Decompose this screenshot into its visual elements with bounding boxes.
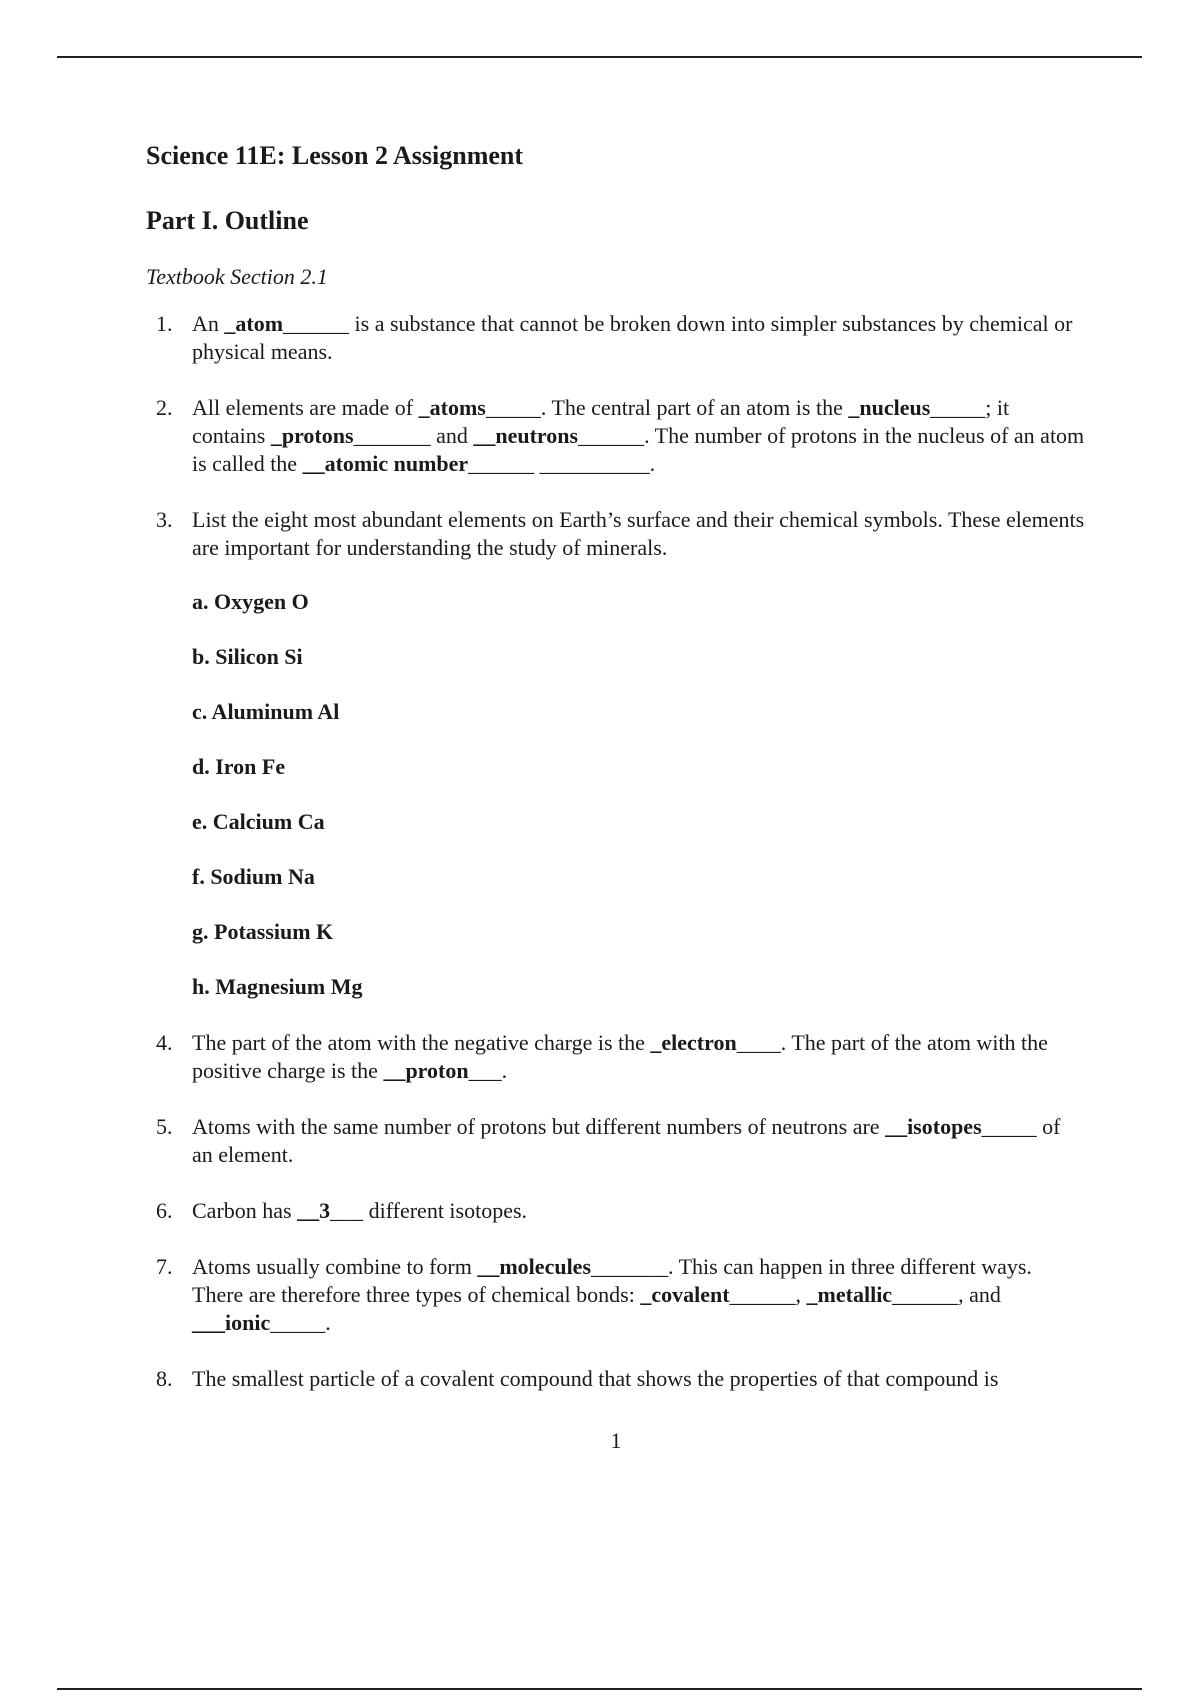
- question-text: All elements are made of: [192, 395, 419, 421]
- list-item: b. Silicon Si: [192, 644, 303, 670]
- question-number: 4.: [156, 1030, 173, 1056]
- list-item: d. Iron Fe: [192, 754, 286, 780]
- question-text: _______. This can happen in three different ways. There are therefore three types of chemical bonds:: [192, 1254, 1032, 1308]
- question-text: _____. The central part of an atom is the: [485, 395, 849, 421]
- question-text: The smallest particle of a covalent compound that shows the properties of that compound is: [192, 1366, 999, 1392]
- answer-fill: _covalent: [640, 1282, 730, 1308]
- top-rule: [57, 56, 1142, 58]
- question-text: Atoms usually combine to form: [192, 1254, 478, 1280]
- answer-fill: __proton: [383, 1058, 469, 1084]
- question-text: _______ and: [353, 423, 474, 449]
- question-number: 2.: [156, 395, 173, 421]
- answer-fill: __3: [297, 1198, 331, 1224]
- question-4: [146, 1029, 1086, 1085]
- question-6: [146, 1197, 1086, 1225]
- page-number: 1: [610, 1428, 622, 1453]
- document-body: [146, 140, 1086, 1421]
- question-5: [146, 1113, 1086, 1169]
- question-text: ___ different isotopes.: [330, 1198, 528, 1224]
- part-title: Part I. Outline: [146, 206, 309, 236]
- question-text: ____. The part of the atom with the positive charge is the: [192, 1030, 1048, 1084]
- answer-fill: _metallic: [806, 1282, 893, 1308]
- answer-fill: __neutrons: [473, 423, 579, 449]
- list-item: e. Calcium Ca: [192, 809, 325, 835]
- list-item: c. Aluminum Al: [192, 699, 340, 725]
- question-text: ______,: [729, 1282, 807, 1308]
- question-text: The part of the atom with the negative charge is the: [192, 1030, 651, 1056]
- question-text: ___.: [468, 1058, 508, 1084]
- answer-fill: __isotopes: [885, 1114, 982, 1140]
- list-item: g. Potassium K: [192, 919, 334, 945]
- bottom-rule: [57, 1688, 1142, 1690]
- list-item: f. Sodium Na: [192, 864, 315, 890]
- question-7: [146, 1253, 1086, 1337]
- question-2: [146, 394, 1086, 478]
- question-8: [146, 1365, 1086, 1393]
- question-text: ______ __________.: [468, 451, 656, 477]
- question-number: 1.: [156, 311, 173, 337]
- question-3: [146, 506, 1086, 1001]
- answer-fill: ___ionic: [192, 1310, 271, 1336]
- answer-fill: _protons: [270, 423, 354, 449]
- question-number: 5.: [156, 1114, 173, 1140]
- element-list: [192, 588, 1086, 1001]
- question-text: _____ of an element.: [192, 1114, 1061, 1168]
- question-text: Atoms with the same number of protons but different numbers of neutrons are: [192, 1114, 886, 1140]
- answer-fill: _atoms: [418, 395, 486, 421]
- section-label: Textbook Section 2.1: [146, 264, 328, 290]
- question-text: ______. The number of protons in the nucleus of an atom is called the: [192, 423, 1085, 477]
- question-number: 8.: [156, 1366, 173, 1392]
- question-text: ______ is a substance that cannot be broken down into simpler substances by chemical or physical means.: [192, 311, 1073, 365]
- question-1: [146, 310, 1086, 366]
- question-text: _____; it contains: [192, 395, 1010, 449]
- question-list: [146, 310, 1086, 1393]
- question-text: ______, and: [892, 1282, 1001, 1308]
- question-text: Carbon has: [192, 1198, 298, 1224]
- question-text: An: [192, 311, 225, 337]
- question-text: List the eight most abundant elements on Earth’s surface and their chemical symbols. These elements are important for understanding the study of minerals.: [192, 507, 1085, 561]
- question-number: 6.: [156, 1198, 173, 1224]
- document-title: Science 11E: Lesson 2 Assignment: [146, 141, 524, 170]
- question-number: 7.: [156, 1254, 173, 1280]
- list-item: h. Magnesium Mg: [192, 974, 363, 1000]
- answer-fill: __molecules: [477, 1254, 592, 1280]
- question-text: _____.: [270, 1310, 331, 1336]
- list-item: a. Oxygen O: [192, 589, 309, 615]
- answer-fill: _atom: [224, 311, 284, 337]
- question-number: 3.: [156, 507, 173, 533]
- answer-fill: __atomic number: [302, 451, 469, 477]
- answer-fill: _nucleus: [848, 395, 931, 421]
- answer-fill: _electron: [650, 1030, 737, 1056]
